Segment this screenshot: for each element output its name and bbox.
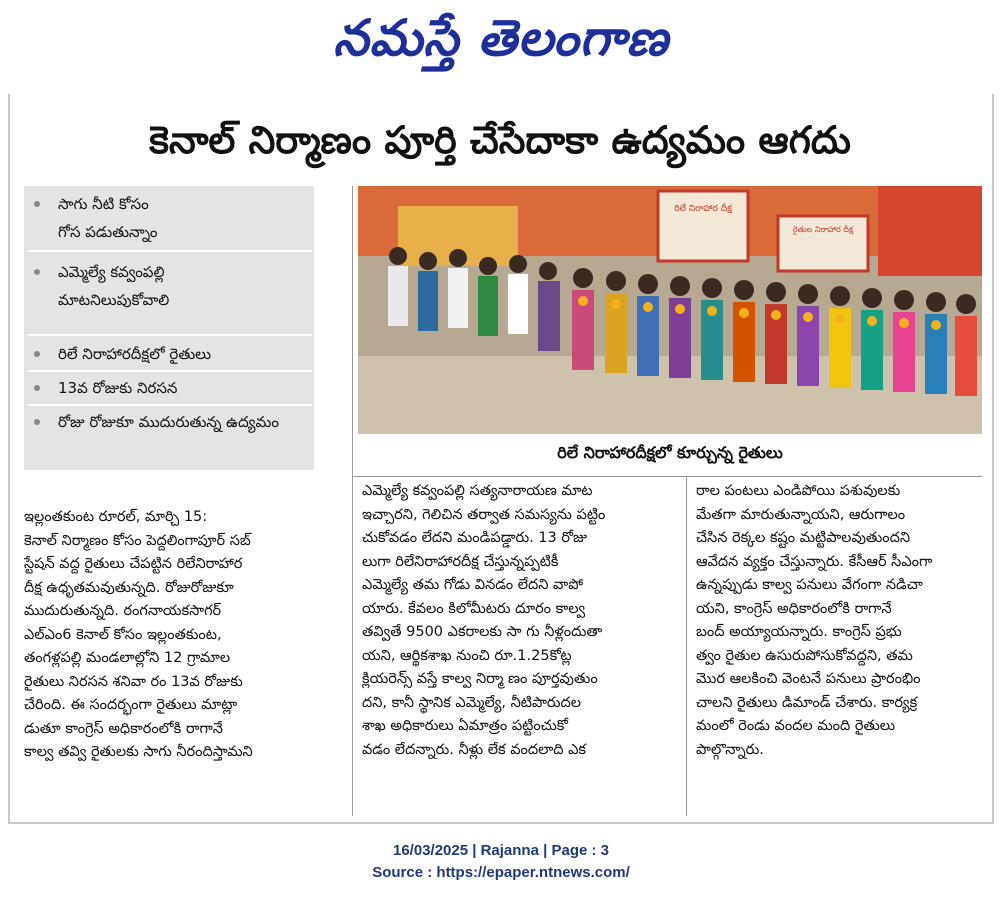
article-text-line: చేసిన రెక్కల కష్టం మట్టిపాలవుతుందని — [696, 530, 910, 546]
article-text-line: దీక్ష ఉధృతమవుతున్నది. రోజురోజుకూ — [24, 579, 234, 596]
article-text-line: ఇచ్చారని, గెలిచిన తర్వాత సమస్యను పట్టిం — [362, 506, 606, 523]
article-text-line: ఎల్ఎం6 కెనాల్ కోసం ఇల్లంతకుంట, — [24, 626, 222, 643]
article-text-line: ఉన్నప్పుడు కాల్వ పనులు వేగంగా నడిచా — [696, 577, 923, 593]
divider — [28, 404, 312, 406]
bullet-icon — [34, 351, 40, 357]
highlights-box — [24, 186, 314, 470]
protest-photo-image — [358, 186, 982, 434]
article-text-line: పాల్గొన్నారు. — [696, 741, 764, 758]
article-text-line: త్వం రైతుల ఉసురుపోసుకోవద్దని, తమ — [696, 647, 913, 664]
column-divider — [352, 186, 353, 816]
article-text-line: చాలని రైతులు డిమాండ్ చేశారు. కార్యక్ర — [696, 694, 918, 711]
article-text-line: శాఖ అధికారులు ఏమాత్రం పట్టించుకో — [362, 718, 568, 734]
bullet-icon — [34, 201, 40, 207]
article-text-line: యారు. కేవలం కిలోమీటరు దూరం కాల్వ — [362, 600, 586, 617]
article-text-line: తవ్వితే 9500 ఎకరాలకు సా గు నీళ్లందుతా — [362, 624, 603, 640]
article-text-line: చుకోవడం లేదని మండిపడ్డారు. 13 రోజు — [362, 530, 588, 546]
article-text-line: రైతులు నిరసన శనివా రం 13వ రోజుకు — [24, 673, 243, 690]
masthead — [0, 0, 1002, 78]
footer-source-link[interactable]: Source : https://epaper.ntnews.com/ — [372, 864, 630, 881]
article-text-line: స్టేషన్ వద్ద రైతులు చేపట్టిన రిలేనిరాహార — [24, 556, 243, 572]
highlight-text: మాటనిలుపుకోవాలి — [58, 291, 170, 309]
highlight-text: రోజు రోజుకూ ముదురుతున్న ఉద్యమం — [58, 413, 279, 431]
article-text-line: కాల్వ తవ్వి రైతులకు సాగు నీరందిస్తామని — [24, 744, 253, 760]
article-column-2 — [362, 480, 680, 762]
article-text-line: క్లియరెన్స్ వస్తే కాల్వ నిర్మా ణం పూర్తవుతుం — [362, 671, 598, 687]
article-column-3 — [696, 480, 982, 762]
article-text-line: దని, కానీ స్థానిక ఎమ్మెల్యే, నీటిపారుదల — [362, 694, 582, 711]
highlight-text: గోస పడుతున్నాం — [58, 223, 158, 241]
article-headline: కెనాల్ నిర్మాణం పూర్తి చేసేదాకా ఉద్యమం ఆగదు — [149, 118, 851, 162]
highlight-text: సాగు నీటి కోసం — [58, 195, 149, 213]
bullet-icon — [34, 419, 40, 425]
article-text-line: ముదురుతున్నది. రంగనాయకసాగర్ — [24, 603, 222, 619]
bullet-icon — [34, 385, 40, 391]
protest-photo — [358, 186, 982, 434]
article-text-line: ఎమ్మెల్యే తమ గోడు వినడం లేదని వాపో — [362, 577, 583, 593]
article-text-line: వడం లేదన్నారు. నీళ్లు లేక వందలాది ఎక — [362, 741, 586, 758]
article-text-line: మొర ఆలకించి వెంటనే పనులు ప్రారంభిం — [696, 671, 921, 687]
highlight-text: 13వ రోజుకు నిరసన — [58, 379, 178, 397]
article-text-line: తంగళ్లపల్లి మండలాల్లోని 12 గ్రామాల — [24, 650, 231, 666]
row-divider — [352, 476, 982, 477]
article-text-line: చేరింది. ఈ సందర్భంగా రైతులు మాట్లా — [24, 697, 238, 713]
svg-text:రైతుల నిరాహార దీక్ష: రైతుల నిరాహార దీక్ష — [792, 225, 854, 234]
highlight-text: ఎమ్మెల్యే కవ్వంపల్లి — [58, 263, 165, 281]
article-text-line: రాల పంటలు ఎండిపోయి పశువులకు — [696, 483, 901, 499]
footer-dateline: 16/03/2025 | Rajanna | Page : 3 — [392, 842, 609, 859]
svg-text:రిలే నిరాహార దీక్ష: రిలే నిరాహార దీక్ష — [674, 204, 732, 214]
article-text-line: కెనాల్ నిర్మాణం కోసం పెద్దలింగాపూర్ సబ్ — [24, 532, 251, 549]
article-text-line: డుతూ కాంగ్రెస్ అధికారంలోకి రాగానే — [24, 720, 223, 737]
article-text-line: ఎమ్మెల్యే కవ్వంపల్లి సత్యనారాయణ మాట — [362, 483, 593, 499]
newspaper-logo: నమస్తే తెలంగాణ — [333, 8, 669, 67]
column-divider — [686, 476, 687, 816]
highlight-text: రిలే నిరాహారదీక్షలో రైతులు — [58, 345, 212, 363]
divider — [28, 250, 312, 252]
article-text-line: మంలో రెండు వందల మంది రైతులు — [696, 718, 896, 734]
article-text-line: బంద్ అయ్యాయన్నారు. కాంగ్రెస్ ప్రభు — [696, 624, 902, 640]
divider — [28, 370, 312, 372]
bullet-icon — [34, 269, 40, 275]
article-text-line: ఇల్లంతకుంట రూరల్, మార్చి 15: — [24, 509, 208, 525]
article-text-line: లుగా రిలేనిరాహారదీక్ష చేస్తున్నప్పటికీ — [362, 553, 559, 570]
article-text-line: యని, కాంగ్రెస్ అధికారంలోకి రాగానే — [696, 600, 892, 617]
article-text-line: ఆవేదన వ్యక్తం చేస్తున్నారు. కేసీఆర్ సీఎంగా — [696, 553, 933, 570]
article-column-1 — [24, 506, 344, 765]
article-text-line: మేతగా మారుతున్నాయని, ఆరుగాలం — [696, 506, 906, 523]
photo-caption: రిలే నిరాహారదీక్షలో కూర్చున్న రైతులు — [557, 443, 783, 462]
article-text-line: యని, ఆర్థికశాఖ నుంచి రూ.1.25కోట్ల — [362, 647, 572, 664]
divider — [28, 334, 312, 336]
